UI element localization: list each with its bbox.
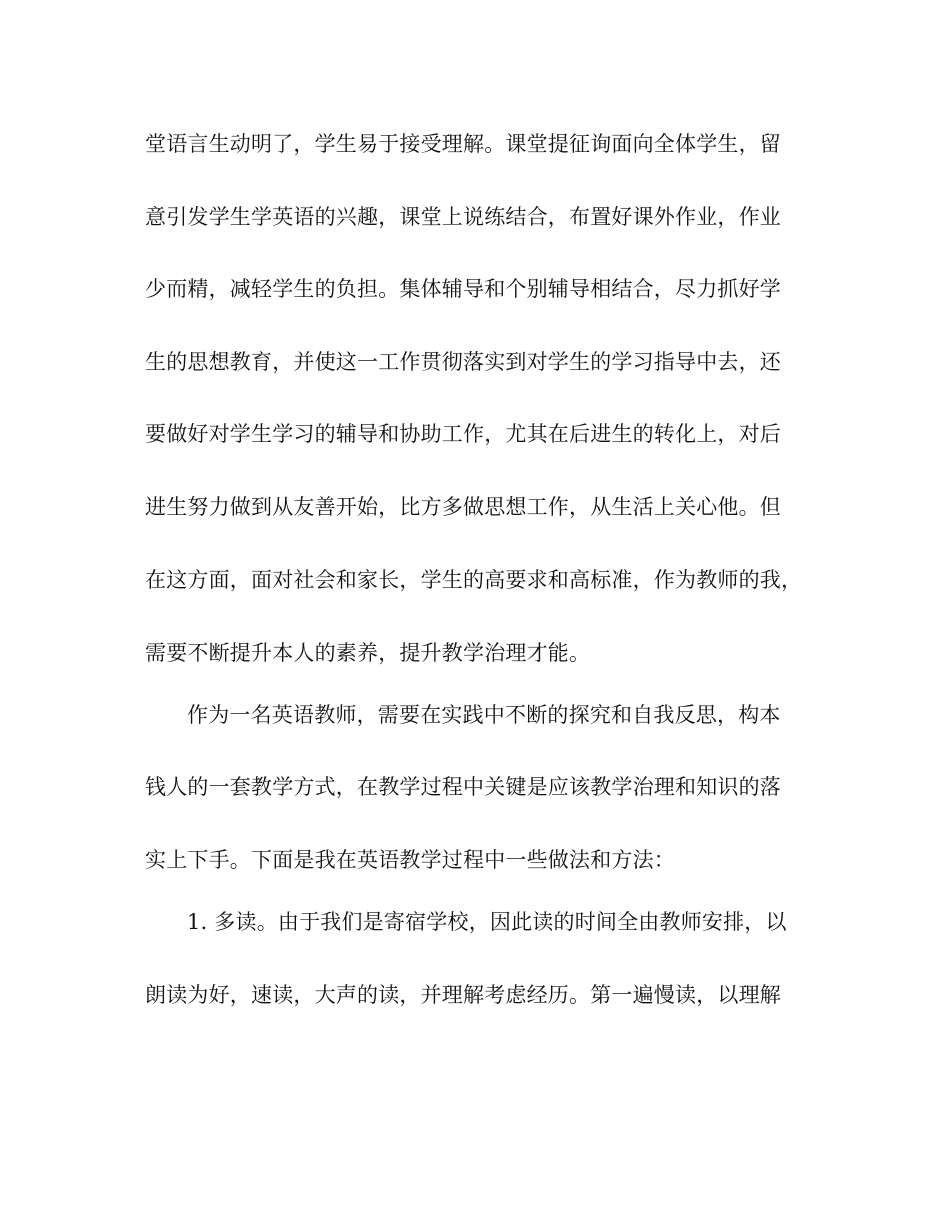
paragraph-line: 进生努力做到从友善开始，比方多做思想工作，从生活上关心他。但 — [145, 495, 781, 519]
paragraph-line: 实上下手。下面是我在英语教学过程中一些做法和方法： — [145, 848, 675, 872]
paragraph-line: 需要不断提升本人的素养，提升教学治理才能。 — [145, 641, 591, 665]
paragraph-line: 堂语言生动明了，学生易于接受理解。课堂提征询面向全体学生，留 — [145, 132, 781, 156]
paragraph-line: 钱人的一套教学方式，在教学过程中关键是应该教学治理和知识的落 — [145, 775, 781, 799]
paragraph-line: 作为一名英语教师，需要在实践中不断的探究和自我反思，构本 — [187, 703, 781, 727]
paragraph-line: 意引发学生学英语的兴趣，课堂上说练结合，布置好课外作业，作业 — [145, 205, 781, 229]
paragraph-line: 生的思想教育，并使这一工作贯彻落实到对学生的学习指导中去，还 — [145, 350, 781, 374]
paragraph-line: 要做好对学生学习的辅导和协助工作，尤其在后进生的转化上，对后 — [145, 422, 781, 446]
list-item-line: 1. 多读。由于我们是寄宿学校，因此读的时间全由教师安排，以 — [187, 910, 787, 934]
paragraph-line: 在这方面，面对社会和家长，学生的高要求和高标准，作为教师的我， — [145, 568, 803, 592]
paragraph-line: 少而精，减轻学生的负担。集体辅导和个别辅导相结合，尽力抓好学 — [145, 277, 781, 301]
list-item-line: 朗读为好，速读，大声的读，并理解考虑经历。第一遍慢读，以理解 — [145, 983, 781, 1007]
